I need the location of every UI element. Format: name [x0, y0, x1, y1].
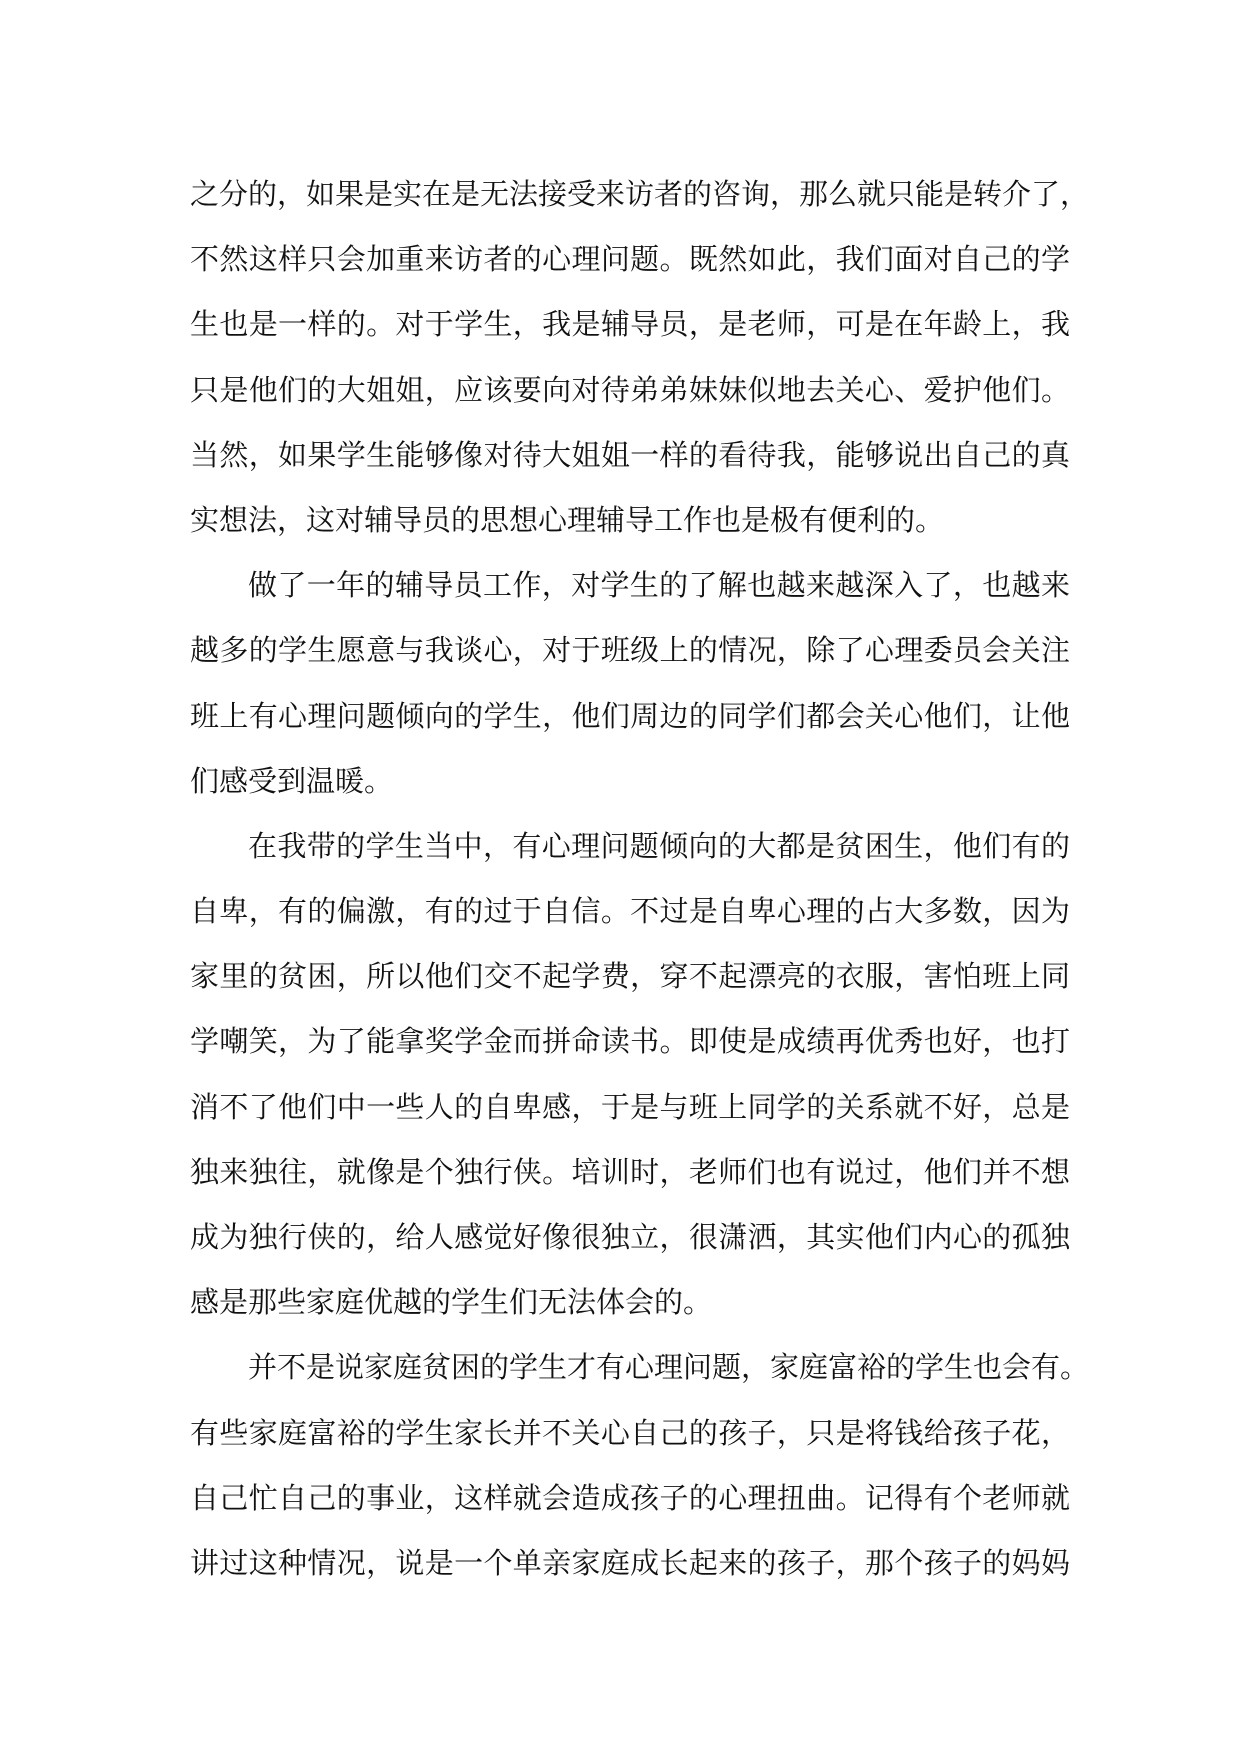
text-line: 只是他们的大姐姐，应该要向对待弟弟妹妹似地去关心、爱护他们。	[190, 372, 1070, 407]
text-line: 讲过这种情况，说是一个单亲家庭成长起来的孩子，那个孩子的妈妈	[190, 1545, 1070, 1580]
text-line: 实想法，这对辅导员的思想心理辅导工作也是极有便利的。	[190, 502, 945, 537]
text-line: 消不了他们中一些人的自卑感，于是与班上同学的关系就不好，总是	[190, 1089, 1070, 1124]
text-line: 越多的学生愿意与我谈心，对于班级上的情况，除了心理委员会关注	[190, 633, 1070, 668]
text-line: 自己忙自己的事业，这样就会造成孩子的心理扭曲。记得有个老师就	[190, 1480, 1070, 1515]
text-line: 当然，如果学生能够像对待大姐姐一样的看待我，能够说出自己的真	[190, 437, 1070, 472]
text-line: 独来独往，就像是个独行侠。培训时，老师们也有说过，他们并不想	[190, 1154, 1070, 1189]
text-line: 自卑，有的偏激，有的过于自信。不过是自卑心理的占大多数，因为	[190, 894, 1070, 929]
text-line: 家里的贫困，所以他们交不起学费，穿不起漂亮的衣服，害怕班上同	[190, 959, 1070, 994]
text-line: 们感受到温暖。	[190, 763, 394, 798]
text-line: 班上有心理问题倾向的学生，他们周边的同学们都会关心他们，让他	[190, 698, 1070, 733]
text-line: 感是那些家庭优越的学生们无法体会的。	[190, 1285, 713, 1320]
text-line: 不然这样只会加重来访者的心理问题。既然如此，我们面对自己的学	[190, 242, 1070, 277]
text-line: 成为独行侠的，给人感觉好像很独立，很潇洒，其实他们内心的孤独	[190, 1220, 1070, 1254]
text-line: 做了一年的辅导员工作，对学生的了解也越来越深入了，也越来	[248, 568, 1070, 603]
text-line: 有些家庭富裕的学生家长并不关心自己的孩子，只是将钱给孩子花，	[190, 1415, 1070, 1450]
body-text	[190, 162, 1090, 1596]
text-line: 学嘲笑，为了能拿奖学金而拼命读书。即使是成绩再优秀也好，也打	[190, 1024, 1070, 1059]
text-line: 并不是说家庭贫困的学生才有心理问题，家庭富裕的学生也会有。	[248, 1350, 1090, 1385]
text-line: 在我带的学生当中，有心理问题倾向的大都是贫困生，他们有的	[248, 828, 1070, 863]
text-line: 之分的，如果是实在是无法接受来访者的咨询，那么就只能是转介了，	[190, 177, 1090, 211]
text-line: 生也是一样的。对于学生，我是辅导员，是老师，可是在年龄上，我	[190, 307, 1070, 342]
